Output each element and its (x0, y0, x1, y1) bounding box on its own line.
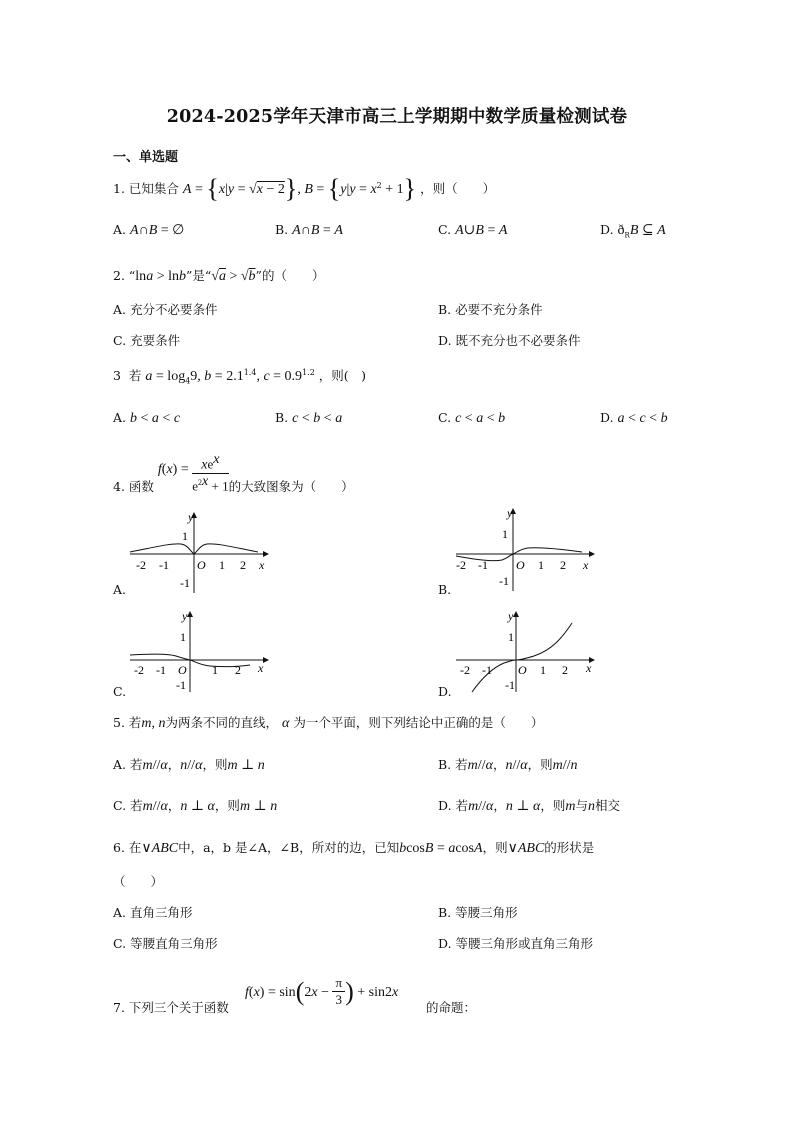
question-6: 6. 在∨ABC中，a，b 是∠A，∠B，所对的边，已知bcosB = acosA，则∨ABC的形状是 (113, 840, 595, 856)
question-1: 1. 已知集合 A = {x|y = √x − 2}, $B = \{y|y = x^2 + 1\}$ ，则（ ） (113, 174, 496, 203)
q5-option-d: D. 若m//α，n ⊥ α，则m与n相交 (438, 798, 621, 814)
question-7-post: 的命题： (426, 1000, 477, 1015)
q1-set-A: A (182, 182, 192, 197)
q6-paren: （ ） (113, 874, 164, 889)
svg-text:2: 2 (560, 558, 566, 572)
svg-text:-2: -2 (134, 663, 144, 677)
svg-text:-1: -1 (156, 663, 166, 677)
svg-text:1: 1 (538, 558, 544, 572)
q1-option-d: D. $ð_RB$ ⊆ A (600, 222, 666, 240)
q3-option-c: C. c < a < b (438, 410, 506, 426)
svg-text:-1: -1 (478, 558, 488, 572)
q1-set-B: B (304, 182, 313, 197)
question-4: 4. 函数 f(x) = $\frac{xe^x}{e^{2x} + 1}$ 的大致图象为（ ） (113, 452, 354, 494)
tick-label-2: 2 (240, 558, 246, 572)
svg-text:1: 1 (540, 663, 546, 677)
q4-option-a-label: A. (113, 582, 127, 597)
svg-text:y: y (182, 609, 188, 623)
question-7-pre: 7. 下列三个关于函数 (113, 1000, 229, 1015)
svg-text:y: y (508, 609, 514, 623)
q4-option-d-label: D. (438, 684, 452, 699)
q1-number: 1. (113, 181, 125, 196)
tick-label-neg1: -1 (159, 558, 169, 572)
q4-graph-b (452, 505, 602, 593)
q2-option-c: C. 充要条件 (113, 333, 181, 348)
svg-text:1: 1 (502, 527, 508, 541)
svg-text:-1: -1 (505, 678, 515, 692)
origin-label: O (197, 558, 206, 572)
q4-graph-d (452, 608, 602, 694)
q4-stem-post: 的大致图象为（ ） (228, 478, 354, 494)
q1-option-a: A. A∩B = ∅ (113, 222, 185, 238)
q2-stem-post: 的（ ） (261, 268, 325, 283)
q4-option-b-label: B. (438, 582, 452, 597)
q3-option-d: D. a < c < b (600, 410, 668, 426)
svg-text:x: x (258, 661, 264, 675)
question-3: 3 若 $a = \log_49$, $b = 2.1^{1.4}$, $c = 0.9^{1.2}$ ，则( ) (113, 367, 367, 386)
page-title: 2024-2025学年天津市高三上学期期中数学质量检测试卷 (166, 107, 628, 127)
q2-option-d: D. 既不充分也不必要条件 (438, 333, 581, 348)
section-heading: 一、单选题 (113, 150, 179, 165)
q4-option-c-label: C. (113, 684, 127, 699)
q2-option-a: A. 充分不必要条件 (113, 302, 218, 317)
q2-option-b: B. 必要不充分条件 (438, 302, 543, 317)
question-2: 2. “lna > lnb”是“√a > √b”的（ ） (113, 268, 325, 284)
q3-stem-post: ，则( ) (318, 368, 367, 383)
q1-stem-post: ，则（ ） (420, 181, 496, 196)
q6-option-c: C. 等腰直角三角形 (113, 936, 218, 951)
svg-text:-2: -2 (456, 558, 466, 572)
q4-graph-c (126, 608, 276, 694)
question-5: 5. 若m, n为两条不同的直线， α 为一个平面，则下列结论中正确的是（ ） (113, 715, 544, 731)
svg-text:1: 1 (212, 663, 218, 677)
tick-label-1: 1 (182, 529, 188, 543)
svg-text:y: y (507, 506, 513, 520)
q6-option-a: A. 直角三角形 (113, 905, 193, 920)
q5-option-b: B. 若m//α，n//α，则m//n (438, 757, 578, 773)
q6-option-b: B. 等腰三角形 (438, 905, 518, 920)
svg-text:1: 1 (180, 630, 186, 644)
tick-label-neg1y: -1 (180, 576, 190, 590)
svg-text:O: O (516, 558, 525, 572)
svg-text:2: 2 (235, 663, 241, 677)
q4-graph-a (126, 507, 276, 595)
q1-stem-pre: 已知集合 (128, 181, 179, 196)
svg-text:-2: -2 (460, 663, 470, 677)
y-axis-label: y (188, 510, 194, 524)
svg-text:x: x (586, 661, 592, 675)
q1-option-c: C. A∪B = A (438, 222, 508, 238)
svg-text:O: O (518, 663, 527, 677)
tick-label-1x: 1 (219, 558, 225, 572)
svg-text:-1: -1 (499, 574, 509, 588)
svg-text:-1: -1 (176, 678, 186, 692)
q6-option-d: D. 等腰三角形或直角三角形 (438, 936, 594, 951)
tick-label-neg2: -2 (136, 558, 146, 572)
svg-text:2: 2 (562, 663, 568, 677)
svg-text:O: O (178, 663, 187, 677)
svg-text:x: x (583, 558, 589, 572)
x-axis-label: x (259, 558, 265, 572)
q3-option-b: B. c < b < a (275, 410, 343, 426)
svg-text:1: 1 (508, 630, 514, 644)
q3-option-a: A. b < a < c (113, 410, 181, 426)
q5-option-a: A. 若m//α，n//α，则m ⊥ n (113, 757, 265, 773)
svg-text:-1: -1 (482, 663, 492, 677)
q1-option-b: B. A∩B = A (275, 222, 343, 238)
q7-formula: f(x) = sin(2x − $\frac{\pi}{3}$ ) + sin2x (245, 975, 399, 1007)
q5-option-c: C. 若m//α，n ⊥ α，则m ⊥ n (113, 798, 278, 814)
